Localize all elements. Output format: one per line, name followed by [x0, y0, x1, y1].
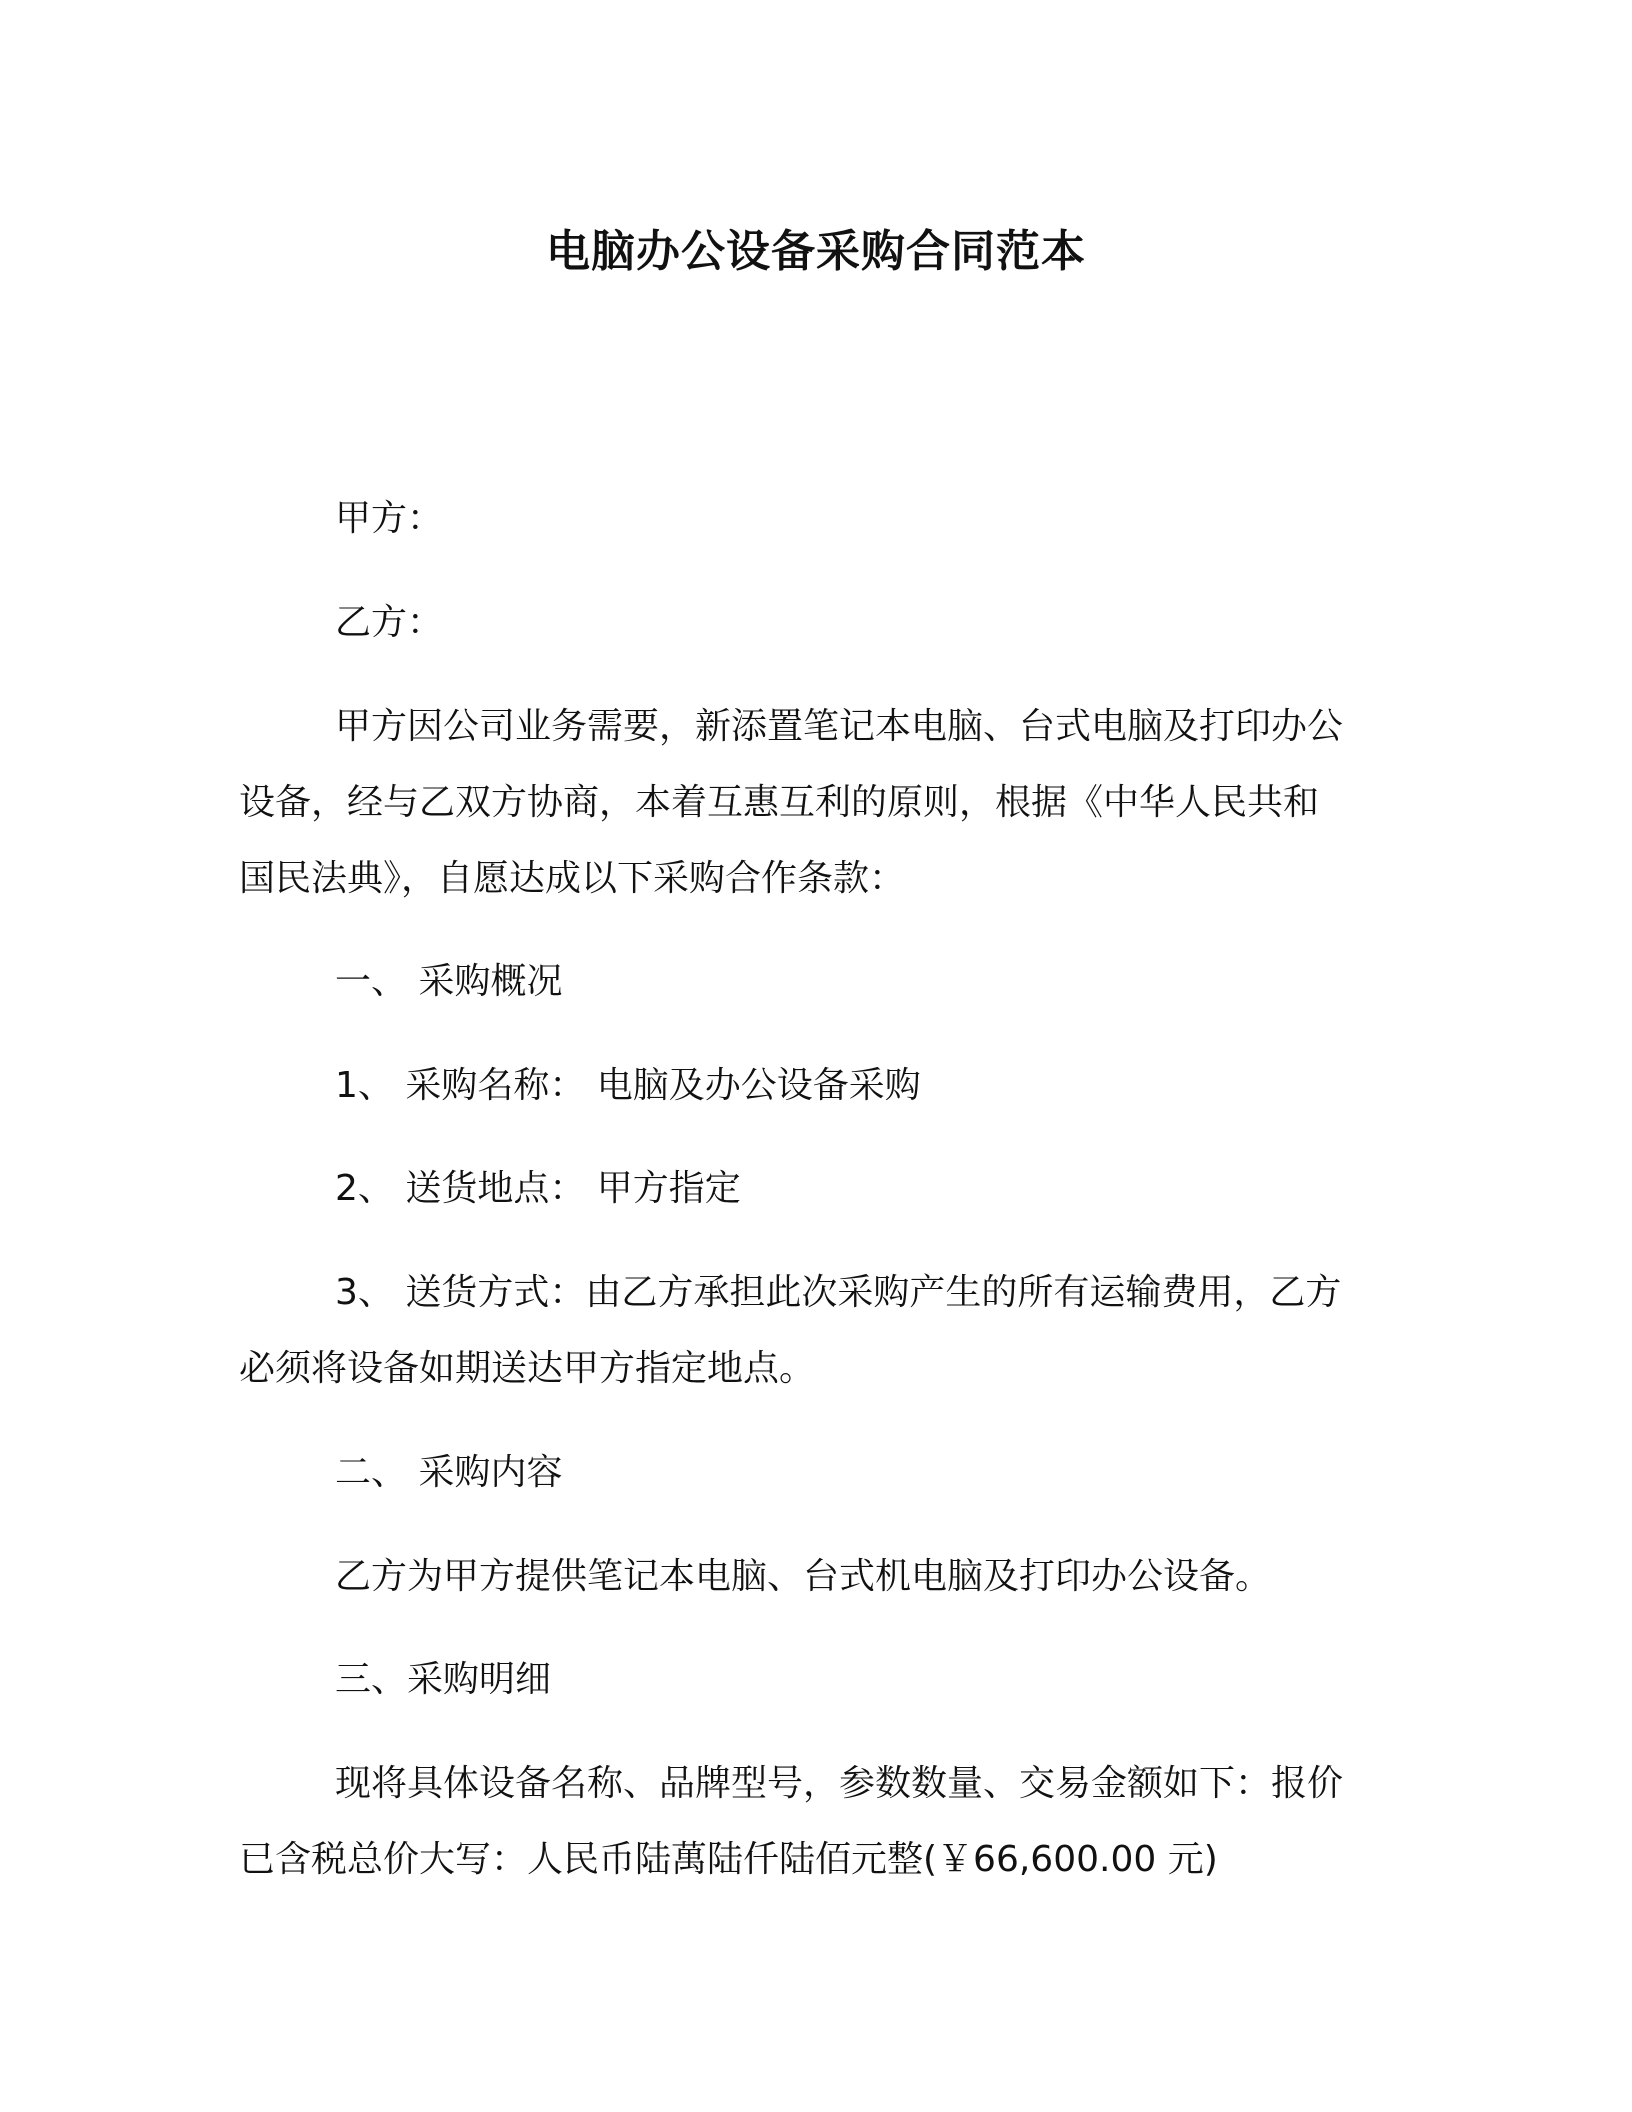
party-a-label: 甲方： [335, 498, 444, 539]
section-1-item-3-line-1: 3、 送货方式：由乙方承担此次采购产生的所有运输费用，乙方 [335, 1272, 1342, 1313]
section-2-heading: 二、 采购内容 [335, 1452, 563, 1493]
section-1-item-3-line-2: 必须将设备如期送达甲方指定地点。 [239, 1348, 816, 1389]
document-title: 电脑办公设备采购合同范本 [546, 226, 1086, 277]
section-3-heading: 三、采购明细 [335, 1659, 552, 1700]
section-3-body-line-1: 现将具体设备名称、品牌型号，参数数量、交易金额如下：报价 [335, 1763, 1344, 1804]
section-2-body: 乙方为甲方提供笔记本电脑、台式机电脑及打印办公设备。 [335, 1556, 1272, 1597]
section-1-item-1: 1、 采购名称： 电脑及办公设备采购 [335, 1065, 921, 1106]
intro-line-1: 甲方因公司业务需要，新添置笔记本电脑、台式电脑及打印办公 [335, 706, 1344, 747]
section-1-item-2: 2、 送货地点： 甲方指定 [335, 1168, 741, 1209]
section-3-body-line-2: 已含税总价大写：人民币陆萬陆仟陆佰元整(￥66,600.00 元) [239, 1839, 1218, 1880]
intro-line-3: 国民法典》，自愿达成以下采购合作条款： [239, 858, 906, 899]
section-1-heading: 一、 采购概况 [335, 961, 563, 1002]
intro-line-2: 设备，经与乙双方协商，本着互惠互利的原则，根据《中华人民共和 [239, 782, 1320, 823]
party-b-label: 乙方： [335, 602, 444, 643]
